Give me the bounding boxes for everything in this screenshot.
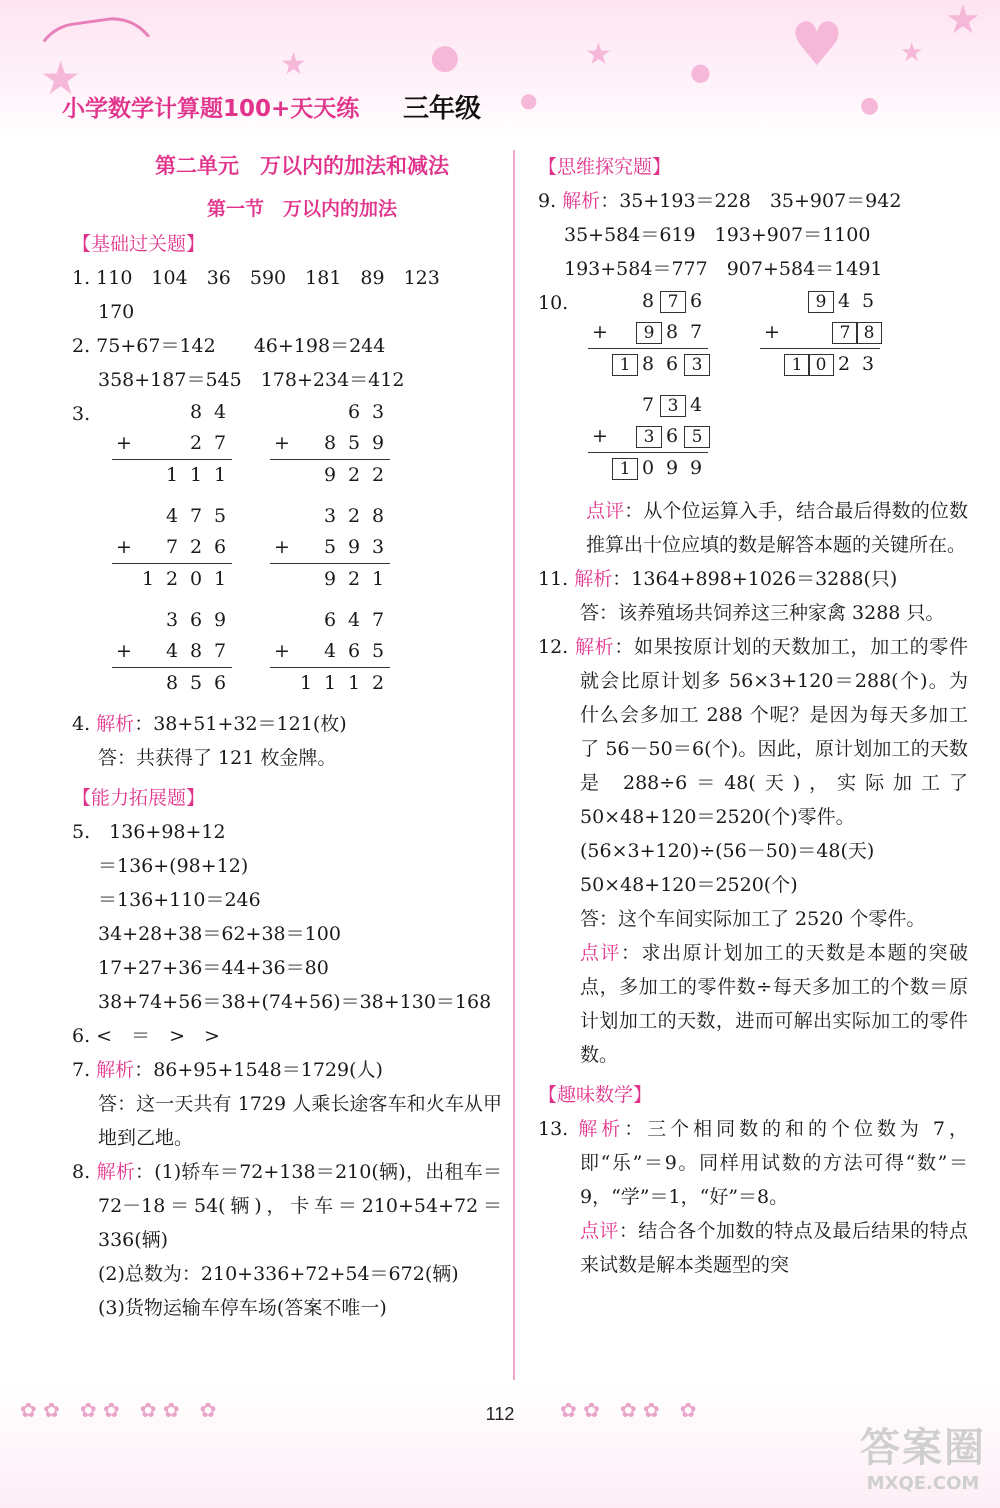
q10-puzzle-1 [588, 286, 708, 380]
digit: 9 [323, 464, 337, 486]
digit: 3 [165, 609, 179, 631]
book-grade: 三年级 [403, 94, 482, 124]
digit: 6 [665, 425, 679, 447]
digit: 6 [213, 672, 227, 694]
digit: 7 [213, 432, 227, 454]
q12-paragraph [538, 630, 968, 834]
vertical-addition-5 [112, 605, 232, 699]
q5-line1: 5. 136+98+12 [72, 821, 226, 843]
tag-ability: 【能力拓展题】 [72, 787, 206, 809]
digit: 6 [189, 609, 203, 631]
q7-line [72, 1053, 502, 1087]
q4-label: 4. [72, 713, 97, 735]
q10-block [538, 286, 968, 494]
digit: 6 [347, 640, 361, 662]
digit: 8 [641, 353, 655, 375]
digit: 5 [861, 290, 875, 312]
q2-line2: 358+187＝545 178+234＝412 [98, 369, 405, 391]
digit: 3 [861, 353, 875, 375]
filled-box: 9 [636, 322, 662, 344]
watermark-url: MXQE.COM [866, 1473, 980, 1494]
digit: 1 [371, 568, 385, 590]
q13-comment-text: ：结合各个加数的特点及最后结果的特点来试数是解本类题型的突 [580, 1220, 968, 1276]
q7-label: 7. [72, 1059, 97, 1081]
digit: 2 [371, 464, 385, 486]
digit: 4 [689, 394, 703, 416]
left-column [72, 150, 502, 1325]
filled-box: 1 [784, 354, 810, 376]
q9-line1 [538, 184, 968, 218]
digit: 1 [347, 672, 361, 694]
digit: 2 [371, 672, 385, 694]
vertical-addition-4 [270, 501, 390, 595]
q12-label: 12. [538, 636, 575, 658]
filled-box: 1 [612, 354, 638, 376]
filled-box: 8 [856, 322, 882, 344]
q12-answer: 答：这个车间实际加工了 2520 个零件。 [580, 908, 926, 930]
q12-formula-2: 50×48+120＝2520(个) [580, 874, 798, 896]
digit: 6 [323, 609, 337, 631]
q13-paragraph [538, 1112, 968, 1214]
digit: 1 [165, 464, 179, 486]
vertical-addition-3 [112, 501, 232, 595]
circle-decoration: ● [690, 58, 711, 86]
digit: 1 [323, 672, 337, 694]
q9-line3: 193+584＝777 907+584＝1491 [564, 258, 883, 280]
plus-sign: + [274, 432, 290, 454]
q5-line6: 38+74+56＝38+(74+56)＝38+130＝168 [98, 991, 492, 1013]
digit: 8 [165, 672, 179, 694]
filled-box: 5 [684, 426, 710, 448]
q13-text: ：三个相同数的和的个位数为 7，即“乐”＝9。同样用试数的方法可得“数”＝9，“学”＝1，“好”＝8。 [580, 1118, 968, 1208]
q11-line [538, 562, 968, 596]
digit: 9 [347, 536, 361, 558]
circle-decoration: ● [860, 93, 880, 118]
q4-text: ：38+51+32＝121(枚) [134, 713, 347, 735]
q9-line2: 35+584＝619 193+907＝1100 [564, 224, 871, 246]
book-title: 小学数学计算题100+天天练 [62, 96, 360, 122]
filled-box: 3 [660, 395, 686, 417]
right-column [538, 150, 968, 1282]
plus-sign: + [764, 321, 780, 343]
q10-comment-text: ：从个位运算入手，结合最后得数的位数推算出十位应填的数是解答本题的关键所在。 [586, 500, 968, 556]
filled-box: 7 [660, 291, 686, 313]
digit: 9 [371, 432, 385, 454]
q9-keyword: 解析 [562, 190, 601, 212]
digit: 8 [641, 290, 655, 312]
q5-line3: ＝136+110＝246 [98, 889, 261, 911]
digit: 6 [665, 353, 679, 375]
digit: 6 [347, 401, 361, 423]
watermark [860, 1416, 986, 1494]
digit: 2 [347, 464, 361, 486]
filled-box: 0 [808, 354, 834, 376]
plus-sign: + [116, 536, 132, 558]
q12-comment-text: ：求出原计划加工的天数是本题的突破点，多加工的零件数÷每天多加工的个数＝原计划加工的天数，进而可解出实际加工的零件数。 [580, 942, 968, 1066]
digit: 5 [189, 672, 203, 694]
digit: 7 [641, 394, 655, 416]
digit: 3 [371, 401, 385, 423]
digit: 9 [213, 609, 227, 631]
digit: 8 [189, 640, 203, 662]
q9-label: 9. [538, 190, 563, 212]
digit: 4 [213, 401, 227, 423]
digit: 3 [323, 505, 337, 527]
q4-keyword: 解析 [96, 713, 135, 735]
section-title: 第一节 万以内的加法 [206, 198, 397, 220]
digit: 8 [371, 505, 385, 527]
q12-comment [538, 936, 968, 1072]
star-decoration: ★ [585, 37, 612, 72]
digit: 6 [213, 536, 227, 558]
digit: 8 [189, 401, 203, 423]
q10-comment-keyword: 点评 [586, 500, 625, 522]
digit: 1 [141, 568, 155, 590]
plus-sign: + [274, 536, 290, 558]
q12-text: ：如果按原计划的天数加工，加工的零件就会比原计划多 56×3+120＝288(个)。为什么会多加工 288 个呢？是因为每天多加工了 56－50＝6(个)。因此，原计划加工的天数是 288÷6＝48(天)，实际加工了 50×48+120＝2520(个)零件。 [580, 636, 968, 828]
q2-line1: 2. 75+67＝142 46+198＝244 [72, 335, 386, 357]
q5-line4: 34+28+38＝62+38＝100 [98, 923, 341, 945]
digit: 1 [213, 568, 227, 590]
q6-line: 6. < ＝ > > [72, 1025, 220, 1047]
digit: 2 [347, 568, 361, 590]
digit: 1 [213, 464, 227, 486]
digit: 2 [165, 568, 179, 590]
star-decoration: ★ [280, 47, 307, 82]
digit: 7 [189, 505, 203, 527]
digit: 2 [189, 432, 203, 454]
page-number: 112 [485, 1404, 515, 1424]
digit: 6 [689, 290, 703, 312]
flower-decoration: ✿ ✿ ✿ ✿ ✿ ✿ ✿ [20, 1398, 217, 1422]
q9-text: ：35+193＝228 35+907＝942 [600, 190, 902, 212]
q13-comment [538, 1214, 968, 1282]
digit: 2 [189, 536, 203, 558]
digit: 9 [665, 457, 679, 479]
plus-sign: + [116, 432, 132, 454]
digit: 4 [323, 640, 337, 662]
q10-puzzle-2 [760, 286, 880, 380]
q11-answer: 答：该养殖场共饲养这三种家禽 3288 只。 [580, 602, 945, 624]
q4-line [72, 707, 502, 741]
digit: 7 [689, 321, 703, 343]
filled-box: 7 [832, 322, 858, 344]
q8-paragraph [72, 1155, 502, 1257]
digit: 5 [371, 640, 385, 662]
digit: 4 [165, 505, 179, 527]
digit: 7 [213, 640, 227, 662]
circle-decoration: ● [520, 88, 538, 112]
q13-comment-keyword: 点评 [580, 1220, 619, 1242]
filled-box: 3 [684, 354, 710, 376]
digit: 0 [641, 457, 655, 479]
circle-decoration: ● [430, 37, 460, 77]
column-divider [513, 150, 515, 1380]
q10-comment [538, 494, 968, 562]
star-decoration: ★ [945, 0, 981, 43]
digit: 1 [189, 464, 203, 486]
digit: 4 [165, 640, 179, 662]
q12-keyword: 解析 [574, 636, 615, 658]
vertical-addition-2 [270, 397, 390, 491]
digit: 4 [347, 609, 361, 631]
digit: 4 [837, 290, 851, 312]
digit: 9 [689, 457, 703, 479]
plus-sign: + [592, 425, 608, 447]
digit: 7 [165, 536, 179, 558]
q5-line2: ＝136+(98+12) [98, 855, 249, 877]
q7-answer: 答：这一天共有 1729 人乘长途客车和火车从甲地到乙地。 [98, 1093, 502, 1149]
q8-text: ：(1)轿车＝72+138＝210(辆)，出租车＝72－18＝54(辆)，卡车＝210+54+72＝336(辆) [98, 1161, 502, 1251]
vertical-addition-1 [112, 397, 232, 491]
digit: 0 [189, 568, 203, 590]
plus-sign: + [274, 640, 290, 662]
q8-label: 8. [72, 1161, 97, 1183]
q1-line2: 170 [98, 301, 135, 323]
plus-sign: + [592, 321, 608, 343]
q13-label: 13. [538, 1118, 579, 1140]
q1-line1: 1. 110 104 36 590 181 89 123 [72, 267, 440, 289]
digit: 8 [665, 321, 679, 343]
flower-decoration: ✿ ✿ ✿ ✿ ✿ [560, 1398, 697, 1422]
q8-keyword: 解析 [96, 1161, 135, 1183]
q11-label: 11. [538, 568, 575, 590]
digit: 2 [347, 505, 361, 527]
q8-line2: (2)总数为：210+336+72+54＝672(辆) [98, 1263, 459, 1285]
q3-label: 3. [72, 403, 91, 425]
q12-formula-1: (56×3+120)÷(56－50)＝48(天) [580, 840, 875, 862]
tag-fun: 【趣味数学】 [538, 1084, 653, 1106]
star-decoration: ★ [40, 51, 82, 105]
q12-comment-keyword: 点评 [580, 942, 621, 964]
digit: 3 [371, 536, 385, 558]
digit: 7 [371, 609, 385, 631]
q4-answer: 答：共获得了 121 枚金牌。 [98, 747, 337, 769]
watermark-logo-text: 答案圈 [860, 1425, 986, 1471]
q10-label: 10. [538, 292, 569, 314]
unit-title: 第二单元 万以内的加法和减法 [155, 154, 449, 178]
tag-basic: 【基础过关题】 [72, 233, 206, 255]
q11-text: ：1364+898+1026＝3288(只) [612, 568, 898, 590]
digit: 5 [213, 505, 227, 527]
star-decoration: ★ [900, 38, 924, 68]
plus-sign: + [116, 640, 132, 662]
q13-keyword: 解析 [578, 1118, 625, 1140]
filled-box: 9 [808, 291, 834, 313]
digit: 8 [323, 432, 337, 454]
q5-line5: 17+27+36＝44+36＝80 [98, 957, 329, 979]
vertical-addition-6 [270, 605, 390, 699]
q8-line3: (3)货物运输车停车场(答案不唯一) [98, 1297, 387, 1319]
q11-keyword: 解析 [574, 568, 613, 590]
q7-keyword: 解析 [96, 1059, 135, 1081]
digit: 9 [323, 568, 337, 590]
q3-vertical-block [72, 397, 502, 707]
filled-box: 3 [636, 426, 662, 448]
digit: 5 [323, 536, 337, 558]
filled-box: 1 [612, 458, 638, 480]
tag-think: 【思维探究题】 [538, 156, 672, 178]
q10-puzzle-3 [588, 390, 708, 484]
q7-text: ：86+95+1548＝1729(人) [134, 1059, 383, 1081]
digit: 2 [837, 353, 851, 375]
heart-decoration: ♥ [790, 10, 844, 80]
digit: 5 [347, 432, 361, 454]
digit: 1 [299, 672, 313, 694]
